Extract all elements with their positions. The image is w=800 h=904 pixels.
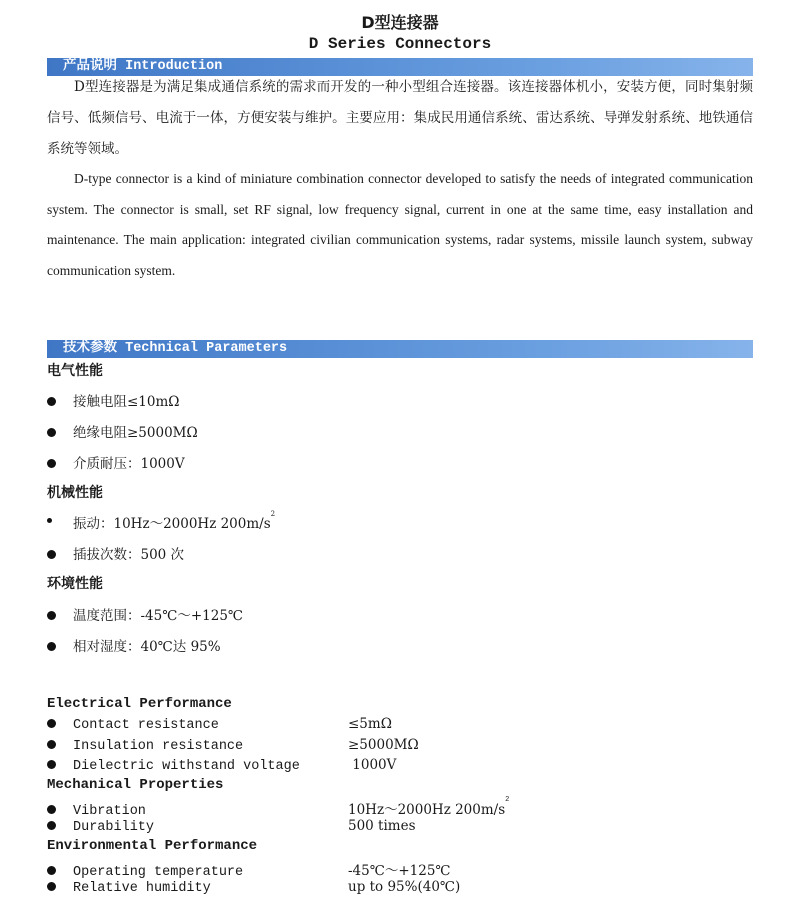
spec-row: Vibration 10Hz～2000Hz $200m/s^2$ <box>47 798 509 819</box>
mechanical-heading-en: Mechanical Properties <box>47 777 224 793</box>
list-item: 接触电阻≤10mΩ <box>47 390 179 410</box>
list-item: 介质耐压：1000V <box>47 452 185 472</box>
spec-row: Contact resistance ≤5mΩ <box>47 716 392 733</box>
bullet-icon <box>47 642 56 651</box>
intro-section-header: 产品说明 Introduction <box>63 59 223 74</box>
bullet-icon <box>47 719 56 728</box>
bullet-icon <box>47 611 56 620</box>
spec-row: Operating temperature -45℃～+125℃ <box>47 859 451 880</box>
tech-section-header: 技术参数 Technical Parameters <box>63 341 288 356</box>
list-item: 温度范围：-45℃～+125℃ <box>47 604 243 624</box>
bullet-icon <box>47 805 56 814</box>
electrical-heading-en: Electrical Performance <box>47 696 232 712</box>
bullet-icon <box>47 428 56 437</box>
page-title-en: D Series Connectors <box>308 35 492 53</box>
page-title-cn: D型连接器 <box>361 13 439 32</box>
bullet-icon <box>47 866 56 875</box>
bullet-icon <box>47 821 56 830</box>
mechanical-heading-cn: 机械性能 <box>47 485 103 501</box>
intro-paragraph-cn: D型连接器是为满足集成通信系统的需求而开发的一种小型组合连接器。该连接器体机小，安装方便，同时集射频信号、低频信号、电流于一体，方便安装与维护。主要应用：集成民用通信系统、雷达系统、导弹发射系统、地铁通信系统等领域。 <box>47 79 753 157</box>
bullet-icon <box>47 459 56 468</box>
bullet-icon <box>47 740 56 749</box>
bullet-icon <box>47 550 56 559</box>
environmental-heading-cn: 环境性能 <box>47 576 103 592</box>
spec-row: Durability 500 times <box>47 818 416 835</box>
spec-row: Dielectric withstand voltage 1000V <box>47 757 396 774</box>
bullet-icon <box>47 882 56 891</box>
spec-row: Relative humidity up to 95%(40℃) <box>47 879 460 896</box>
intro-paragraph-en: D-type connector is a kind of miniature combination connector developed to satisfy the needs of integrated communication system. The connector is small, set RF signal, low frequency signal, current in one at the same time, easy installation and maintenance. The main application: integrated civilian communication systems, radar systems, missile launch system, subway communication system. <box>47 171 753 278</box>
bullet-icon <box>47 518 52 523</box>
list-item: 绝缘电阻≥5000MΩ <box>47 421 198 441</box>
environmental-heading-en: Environmental Performance <box>47 838 258 854</box>
spec-row: Insulation resistance ≥5000MΩ <box>47 737 419 754</box>
electrical-heading-cn: 电气性能 <box>47 363 103 379</box>
list-item: 相对湿度：40℃达 95% <box>47 635 221 655</box>
list-item: 振动：10Hz～2000Hz $200m/s^2$ <box>47 512 275 532</box>
list-item: 插拔次数：500 次 <box>47 543 184 563</box>
bullet-icon <box>47 397 56 406</box>
bullet-icon <box>47 760 56 769</box>
